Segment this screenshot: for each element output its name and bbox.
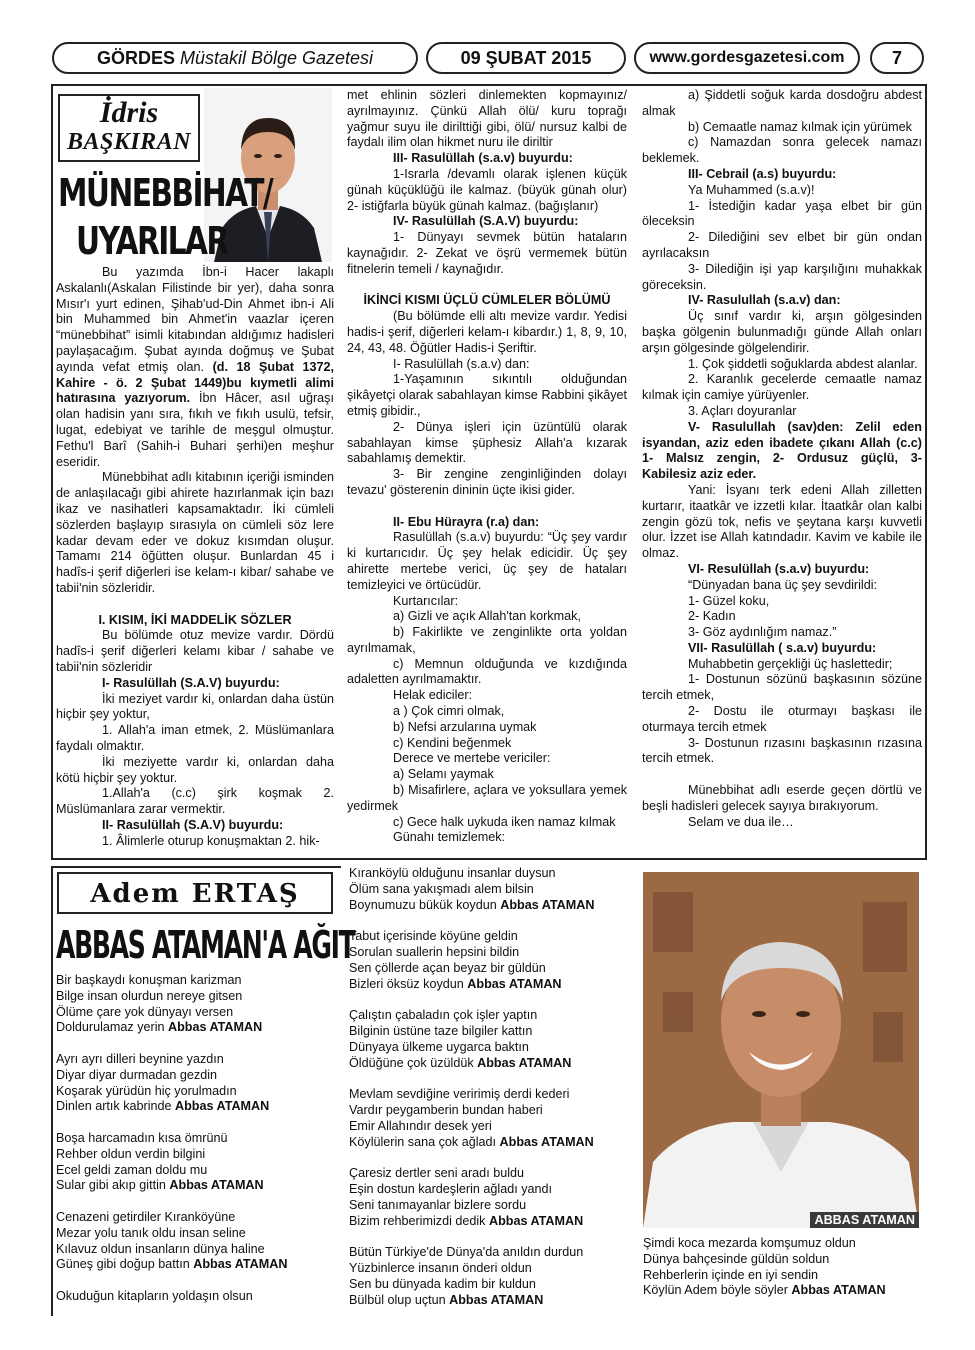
paragraph: Derece ve mertebe vericiler: — [393, 751, 551, 766]
author-last-name: BAŞKIRAN — [66, 129, 192, 155]
stanza — [56, 1210, 336, 1273]
poem-line: Çaresiz dertler seni aradı buldu — [349, 1166, 525, 1181]
paragraph: Üç sınıf vardır ki, arşın gölgesinden başka gölgenin bulunmadığı günde Allah onları arşın gölgesinde gölgelendirir. — [642, 309, 922, 355]
paragraph: 3- Dilediğin işi yap karşılığını muhakkak göreceksin. — [642, 261, 922, 292]
paragraph: (Bu bölümde elli altı mevize vardır. Yedisi hadis-i şerif, diğerleri kelam-ı kibardır.) 1, 8, 9, 10, 24, 43, 48. Öğütler Hadis-i Şeriftir. — [347, 309, 627, 355]
paragraph: Bu bölümde otuz mevize vardır. Dördü hadîs-i şerif diğerleri kelamı kibar / sahabe ve tabii'nin sözleridir — [56, 628, 334, 674]
paragraph: İki meziyette vardır ki, onlardan daha kötü hiçbir şey yoktur. — [56, 754, 334, 785]
stanza — [56, 1052, 336, 1115]
poem-line: Kıranköylü olduğunu insanlar duysun — [349, 866, 556, 880]
website-pill[interactable] — [634, 42, 860, 74]
author-box-2 — [57, 872, 333, 914]
paragraph: Yani: İsyanı terk edeni Allah zilletten kurtarır, itaatkâr ve izzetli kılar. İtaatkâr olan kalbi zengin gözü tok, nefis ve şeytana karşı kuvvetli olur. İzzet ise Allah katındadır. Kavim ve kabile ile olmaz. — [642, 482, 922, 561]
paragraph — [56, 818, 334, 834]
paragraph: a ) Çok cimri olmak, — [393, 704, 505, 719]
author-first-name: İdris — [99, 96, 159, 129]
text: Bu yazımda İbn-i Hacer lakaplı Askalanlı(Askalan Filistinde bir yer), daha sonra Mısır'ı yurt edinen, Şihab'ud-Din Ahmet ibn-i Ali bin Muhammed bin Ahmet'in vaazlar içeren “münebbihat” isimli kitabından aldığımız hadisleri paylaşacağım. Şubat ayında doğmuş ve Şubat ayında vefat etmiş olan. — [56, 265, 334, 374]
article1-column-2 — [347, 88, 627, 846]
stanza — [349, 929, 629, 992]
hadith-heading: II- Rasulüllah (S.A.V) buyurdu: — [102, 817, 284, 832]
refrain: Abbas ATAMAN — [477, 1055, 572, 1070]
paragraph: Selam ve dua ile… — [688, 814, 794, 829]
stanza — [349, 866, 629, 913]
poem-line — [349, 977, 629, 993]
poem-line — [349, 1293, 629, 1309]
refrain: Abbas ATAMAN — [467, 976, 562, 991]
poem-line — [56, 1020, 336, 1036]
poem-line: Tabut içerisinde köyüne geldin — [349, 929, 518, 944]
issue-date: 09 ŞUBAT 2015 — [460, 47, 592, 68]
poem-line: Koşarak yürüdün hiç yorulmadın — [56, 1083, 237, 1098]
bold-text: (d. 18 Şubat 1372, Kahire - ö. 2 Şubat 1449)bu kıymetli alimi hatırasına yazıyorum. — [56, 359, 335, 406]
hadith-heading: IV- Rasulüllah (S.A.V) buyurdu: — [393, 214, 579, 229]
poem-line — [349, 1214, 629, 1230]
hadith-heading: VII- Rasulüllah ( s.a.v) buyurdu: — [688, 640, 877, 655]
poem-line: Bir başkaydı konuşman karizman — [56, 973, 242, 987]
poem-line: Yüzbinlerce insanın önderi oldun — [349, 1260, 532, 1275]
paragraph — [347, 214, 627, 230]
poem-line: Kılavuz oldun insanların dünya haline — [56, 1241, 265, 1256]
poem-line — [349, 1135, 629, 1151]
paragraph: Münebbihat adlı kitabının içeriği isminden de anlaşılacağı gibi ahirete hazırlanmak için bazı ikaz ve nasihatleri kapsamaktadır. İki cümleli sözlerden başlayıp sırasıyla on cümleli söz lere kadar devam eder ve dokuz kısımdan oluşur. Tamamı 214 öğütten oluşur. Bunlardan 45 i hadîs-i şerif diğerleri ise kelam-ı kibar/ sahabe ve tabii'nin sözleridir. — [56, 470, 334, 595]
line-text: Güneş gibi doğup battın — [56, 1257, 194, 1272]
hadith-heading: III- Cebrail (a.s) buyurdu: — [688, 166, 837, 181]
poem-line: Dünyaya ülkeme uygarca baktın — [349, 1039, 529, 1054]
paragraph: a) Selamı yaymak — [393, 767, 494, 782]
stanza — [56, 1289, 336, 1305]
poem-line: Ayrı ayrı dilleri beynine yazdın — [56, 1051, 224, 1066]
paragraph: b) Cemaatle namaz kılmak için yürümek — [688, 119, 912, 134]
line-text: Dinlen artık kabrinde — [56, 1099, 176, 1114]
poem-line — [643, 1283, 925, 1299]
poem-line: Sen bu dünyada kadim bir kuldun — [349, 1276, 536, 1291]
newspaper-subtitle: Müstakil Bölge Gazetesi — [179, 47, 374, 68]
poem-line: Şimdi koca mezarda komşumuz oldun — [643, 1236, 856, 1250]
paragraph: Helak ediciler: — [393, 688, 473, 703]
poem-line: Diyar diyar durmadan gezdin — [56, 1067, 218, 1082]
paragraph: 1- Dünyayı sevmek bütün hataların kaynağıdır. 2- Zekat ve öşrü vermemek bütün fitnelerin temeli / kaynağıdır. — [347, 230, 627, 276]
date-pill — [426, 42, 626, 74]
paragraph: İki meziyet vardır ki, onlardan daha üstün hiçbir şey yoktur, — [56, 691, 334, 722]
poem-line: Dünya bahçesinde güldün soldun — [643, 1251, 830, 1266]
paragraph — [347, 151, 627, 167]
refrain: Abbas ATAMAN — [168, 1020, 263, 1035]
paragraph: 2- Kadın — [688, 609, 736, 624]
paragraph: 1. Çok şiddetli soğuklarda abdest alanlar. — [688, 356, 918, 371]
paragraph: Münebbihat adlı eserde geçen dörtlü ve beşli hadisleri gelecek sayıya bırakıyorum. — [642, 783, 922, 813]
newspaper-name: GÖRDES — [96, 47, 175, 68]
poem-line: Mevlam sevdiğine veririmiş derdi kederi — [349, 1087, 570, 1102]
article1-column-3 — [642, 88, 922, 830]
poem-line: Sen çöllerde açan beyaz bir güldün — [349, 960, 546, 975]
poem-line: Bilge insan olurdun nereye gitsen — [56, 988, 243, 1003]
paragraph: 1-Yaşamının sıkıntılı olduğundan şikâyetçi olarak sabahlayan kimse Rabbini şikâyet etmiş gibidir., — [347, 372, 627, 418]
refrain: Abbas ATAMAN — [499, 1134, 594, 1149]
paragraph: c) Memnun olduğunda ve kızdığında adaletten ayrılmamaktır. — [347, 656, 627, 687]
paragraph: 2- Dünya işleri için üzüntülü olarak sabahlayan kimse şüphesiz Allah'a kızarak sabahlamış demektir. — [347, 419, 627, 466]
stanza — [349, 1166, 629, 1229]
paragraph — [347, 515, 627, 531]
line-text: Bizim rehberimizdi dedik — [349, 1213, 489, 1228]
hadith-heading: II- Ebu Hürayra (r.a) dan: — [393, 514, 540, 529]
section-heading: I. KISIM, İKİ MADDELİK SÖZLER — [98, 612, 292, 627]
poem-line: Bütün Türkiye'de Dünya'da anıldın durdun — [349, 1245, 584, 1260]
poem-line: Ölüm sana yakışmadı alem bilsin — [349, 881, 534, 896]
paragraph: c) Namazdan sonra gelecek namazı beklemek. — [642, 135, 922, 166]
hadith-heading: IV- Rasulullah (s.a.v) dan: — [688, 293, 841, 308]
paragraph: Kurtarıcılar: — [393, 593, 459, 608]
paragraph: 1.Allah'a (c.c) şirk koşmak 2. Müslümanlara zarar vermektir. — [56, 786, 334, 817]
paragraph: a) Şiddetli soğuk karda dosdoğru abdest almak — [642, 88, 922, 118]
poem-column-left — [56, 973, 336, 1321]
paragraph: c) Kendini beğenmek — [393, 735, 512, 750]
paragraph — [642, 167, 922, 183]
poem-line: Cenazeni getirdiler Kıranköyüne — [56, 1209, 236, 1224]
poem-line — [56, 1178, 336, 1194]
paragraph: met ehlinin sözleri dinlemekten kopmayınız/ ayrılmayınız. Çünkü Allah ölü/ kuru toprağı yağmur suyu ile dirilttiği gibi, ölü/ nursuz kalbi de faydalı ilim olan hikmet nuru ile diriltir — [347, 88, 627, 150]
refrain: Abbas ATAMAN — [175, 1099, 270, 1114]
paragraph: 3. Açları doyuranlar — [688, 403, 797, 418]
hadith-heading: V- Rasulullah (sav)den: Zelil eden isyandan, aziz eden ibadete çıkanı Allah (c.c) 1- Malsız zengin, 2- Ordusuz güçlü, 3- Kabilesiz aziz eder. — [642, 419, 922, 482]
poem-line: Rehber oldun verdin bilgini — [56, 1146, 206, 1161]
stanza — [56, 1131, 336, 1194]
refrain: Abbas ATAMAN — [169, 1178, 264, 1193]
paragraph: Günahı temizlemek: — [393, 830, 505, 845]
line-text: Bülbül olup uçtun — [349, 1292, 450, 1307]
poem-line: Emir Allahındır desek yeri — [349, 1118, 492, 1133]
paragraph: 1. Allah'a iman etmek, 2. Müslümanlara faydalı olmaktır. — [56, 723, 334, 753]
poem-line: Seni tanımayanlar bizlere sordu — [349, 1197, 527, 1212]
line-text: Köylün Adem böyle söyler — [643, 1283, 792, 1298]
stanza — [349, 1008, 629, 1071]
paragraph: Muhabbetin gerçekliği üç haslettedir; — [688, 656, 893, 671]
poem-line: Okuduğun kitapların yoldaşın olsun — [56, 1288, 253, 1303]
paragraph: b) Misafirlere, açlara ve yoksullara yemek yedirmek — [347, 783, 627, 813]
paragraph: a) Gizli ve açık Allah'tan korkmak, — [393, 609, 581, 624]
paragraph: 1- İstediğin kadar yaşa elbet bir gün öleceksin — [642, 198, 922, 229]
poem-line: Ecel geldi zaman doldu mu — [56, 1162, 208, 1177]
line-text: Bizleri öksüz koydun — [349, 976, 468, 991]
page-number: 7 — [891, 47, 902, 68]
page-number-pill — [870, 42, 924, 74]
poem-title: ABBAS ATAMAN'A AĞIT — [56, 923, 355, 967]
refrain: Abbas ATAMAN — [193, 1257, 288, 1272]
text: İbn Hâcer, asıl uğraşı olan hadisin yanı sıra, fıkıh ve fıkıh usulü, tefsir, lugat, edebiyat ve tarihle de meşgul olmuştur. Fethu'l Barî (Sahih-i Buhari şerhi)en meşhur eseridir. — [56, 391, 334, 469]
poem-line — [349, 898, 629, 914]
line-text: Sular gibi akıp gittin — [56, 1178, 170, 1193]
article-title-line2: UYARILAR — [76, 219, 228, 263]
hadith-heading: VI- Resulüllah (s.a.v) buyurdu: — [688, 561, 870, 576]
paragraph: 2- Dilediğini sev elbet bir gün ondan ayrılacaksın — [642, 230, 922, 260]
refrain: Abbas ATAMAN — [500, 897, 595, 912]
paragraph: 2. Karanlık gecelerde cemaatle namaz kılmak için camiye yürüyenler. — [642, 372, 922, 403]
paragraph: Rasulüllah (s.a.v) buyurdu: “Üç şey vardır ki kurtarıcıdır. Üç şey helak edicidir. Üç şey ahirette mertebe verici, üç şey de hataları temizleyici ve örtücüdür. — [347, 530, 627, 592]
paragraph: b) Nefsi arzularına uymak — [393, 719, 537, 734]
poem-line: Eşin dostun kardeşlerin ağladı yandı — [349, 1181, 553, 1196]
paragraph: I- Rasulüllah (s.a.v) dan: — [393, 356, 530, 371]
poem-line: Çalıştın çabaladın çok işler yaptın — [349, 1008, 538, 1023]
poem-line: Rehberlerin içinde en iyi sendin — [643, 1267, 819, 1282]
refrain: Abbas ATAMAN — [791, 1283, 886, 1298]
section-heading: İKİNCİ KISMI ÜÇLÜ CÜMLELER BÖLÜMÜ — [363, 293, 611, 308]
poem-line: Vardır peygamberin bundan haberi — [349, 1102, 543, 1117]
paragraph — [642, 420, 922, 483]
paragraph: 1- Dostunun sözünü başkasının sözüne tercih etmek, — [642, 672, 922, 703]
refrain: Abbas ATAMAN — [449, 1292, 544, 1307]
stanza — [349, 1245, 629, 1308]
photo-caption: ABBAS ATAMAN — [810, 1212, 919, 1228]
poem-column-middle — [349, 866, 629, 1324]
refrain: Abbas ATAMAN — [488, 1213, 584, 1228]
poem-line: Bilginin üstüne taze bilgiler kattın — [349, 1023, 533, 1038]
article1-column-1 — [56, 265, 334, 849]
article2-top-line — [51, 866, 341, 868]
author-box — [58, 94, 200, 162]
paragraph: 1-Israrla /devamlı olarak işlenen küçük günah küçüklüğü ile kalmaz. (büyük günah olur) 2- istiğfarla büyük günah kalmaz. (bağışlanır) — [347, 166, 627, 213]
line-text: Doldurulamaz yerin — [56, 1020, 168, 1035]
stanza — [643, 1236, 925, 1299]
line-text: Köylülerin sana çok ağladı — [349, 1134, 500, 1149]
poem-line: Sorulan suallerin hepsini bildin — [349, 944, 520, 959]
website-link[interactable]: www.gordesgazetesi.com — [649, 49, 845, 66]
paragraph: 3- Dostunun rızasını başkasının rızasına tercih etmek. — [642, 735, 922, 766]
paragraph: 3- Göz aydınlığım namaz.” — [688, 625, 837, 640]
line-text: Öldüğüne çok üzüldük — [349, 1055, 478, 1070]
paragraph: Ya Muhammed (s.a.v)! — [688, 182, 815, 197]
paragraph — [642, 641, 922, 657]
article-title-line1: MÜNEBBİHAT/ — [58, 171, 273, 215]
poem-line: Ölüme çare yok dünyayı versen — [56, 1004, 234, 1019]
paragraph: “Dünyadan bana üç şey sevdirildi: — [688, 577, 878, 592]
hadith-heading: III- Rasulüllah (s.a.v) buyurdu: — [393, 151, 573, 166]
stanza — [56, 973, 336, 1036]
author-name-2: Adem ERTAŞ — [90, 879, 300, 909]
line-text: Boynumuzu bükük koydun — [349, 897, 501, 912]
poem-line: Mezar yolu tanık oldu insan seline — [56, 1225, 246, 1240]
paragraph — [56, 676, 334, 692]
poem-line — [56, 1257, 336, 1273]
poem-line — [56, 1099, 336, 1115]
paragraph: c) Gece halk uykuda iken namaz kılmak — [393, 814, 616, 829]
paragraph: 3- Bir zengine zenginliğinden dolayı tevazu' gösterenin dininin üçte ikisi gider. — [347, 467, 627, 497]
hadith-heading: I- Rasulüllah (S.A.V) buyurdu: — [102, 675, 280, 690]
paragraph — [642, 293, 922, 309]
paragraph: b) Fakirlikte ve zenginlikte orta yoldan ayrılmamak, — [347, 625, 627, 655]
stanza — [349, 1087, 629, 1150]
paragraph: 1. Âlimlerle oturup konuşmaktan 2. hik- — [102, 833, 320, 848]
poem-line — [349, 1056, 629, 1072]
paragraph — [56, 265, 334, 470]
poem-line: Boşa harcamadın kısa ömrünü — [56, 1130, 228, 1145]
paragraph: 2- Dostu ile oturmayı başkası ile oturmaya tercih etmek — [642, 704, 922, 734]
subject-photo — [643, 872, 919, 1228]
newspaper-name-pill — [52, 42, 418, 74]
paragraph — [642, 562, 922, 578]
paragraph: 1- Güzel koku, — [688, 593, 770, 608]
poem-column-right — [643, 1236, 925, 1315]
